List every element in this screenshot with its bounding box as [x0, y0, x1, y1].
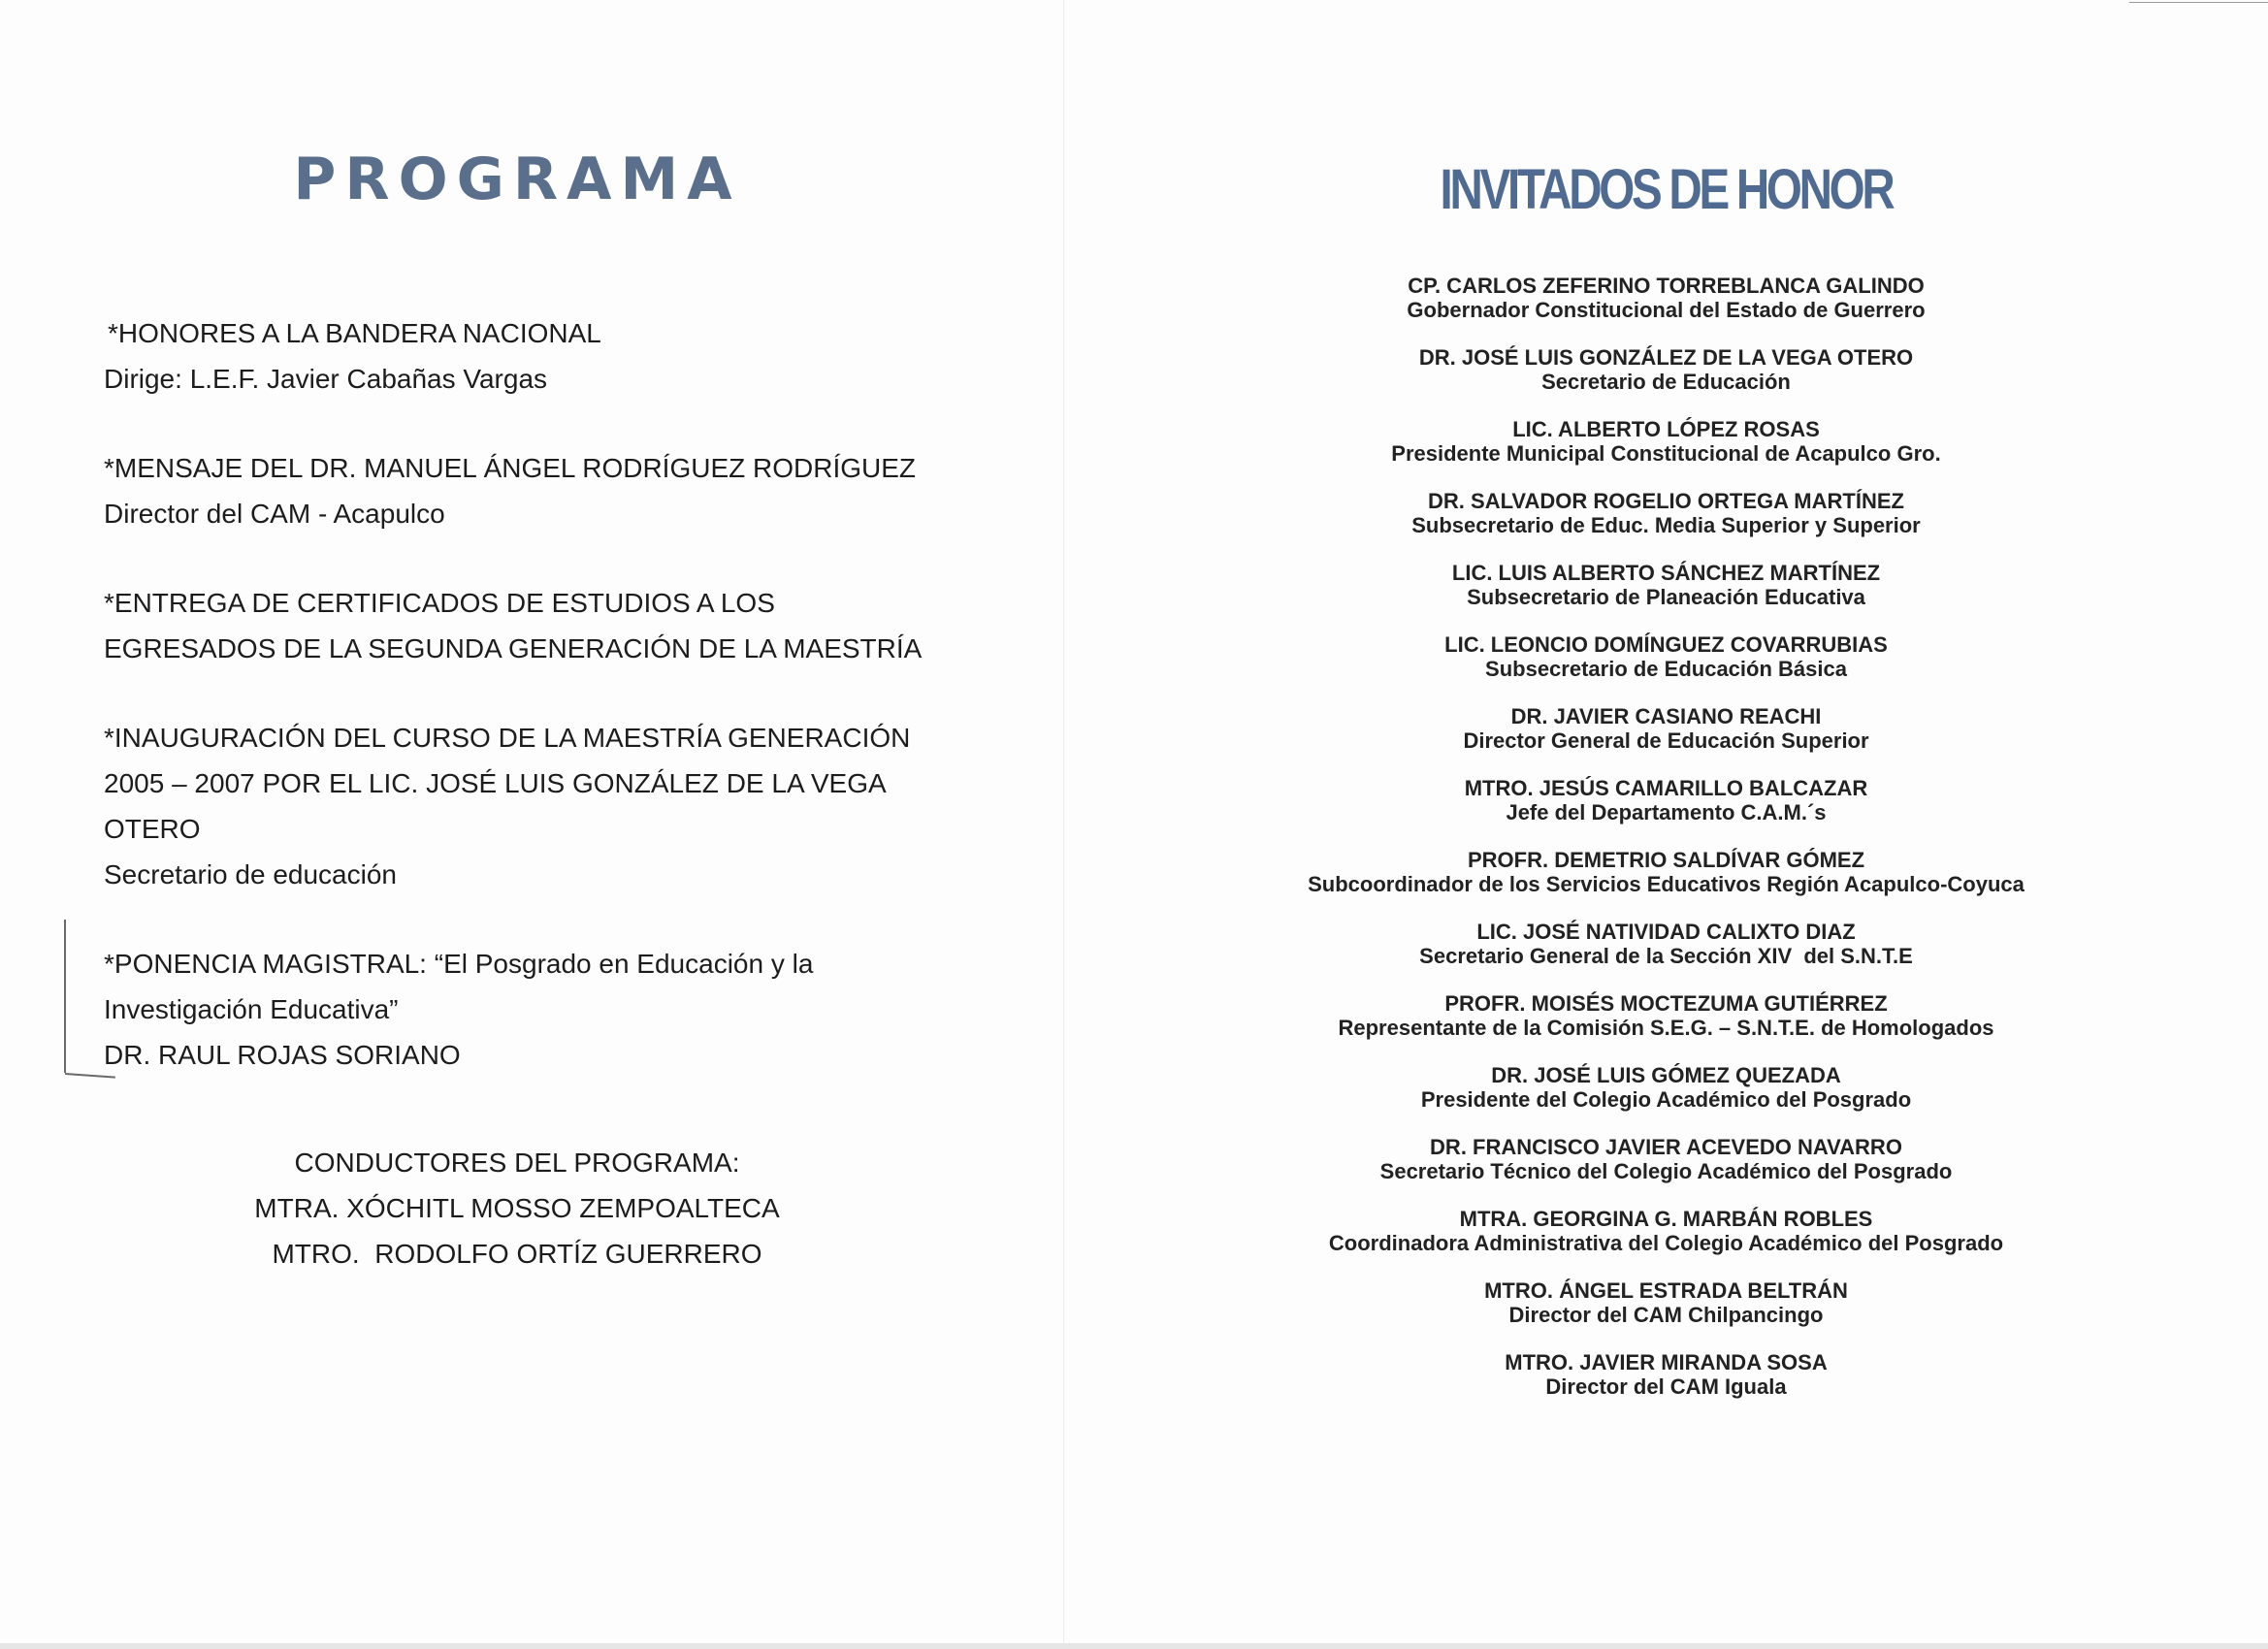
guest-name: DR. SALVADOR ROGELIO ORTEGA MARTÍNEZ: [1428, 489, 1904, 513]
guest-role: Presidente Municipal Constitucional de Acapulco Gro.: [1391, 441, 1941, 466]
guest-entry: [1064, 1063, 2268, 1112]
guest-name: DR. JOSÉ LUIS GÓMEZ QUEZADA: [1491, 1063, 1841, 1087]
guest-role: Subcoordinador de los Servicios Educativos Región Acapulco-Coyuca: [1308, 872, 2025, 896]
program-item-line: OTERO: [104, 814, 201, 844]
guest-name: PROFR. DEMETRIO SALDÍVAR GÓMEZ: [1467, 848, 1865, 872]
guest-name: MTRO. JAVIER MIRANDA SOSA: [1505, 1350, 1828, 1374]
conductors-heading: CONDUCTORES DEL PROGRAMA:: [294, 1148, 740, 1178]
guest-entry: [1064, 1350, 2268, 1399]
guest-entry: [1064, 776, 2268, 824]
guest-entry: [1064, 991, 2268, 1040]
invitados-title: INVITADOS DE HONOR: [1440, 158, 1893, 221]
program-item-ponencia: [104, 941, 977, 1078]
program-item-honores: [104, 310, 977, 402]
program-item-line: *INAUGURACIÓN DEL CURSO DE LA MAESTRÍA GENERACIÓN: [104, 723, 911, 753]
guest-role: Secretario General de la Sección XIV del S.N.T.E: [1419, 944, 1913, 968]
guest-entry: [1064, 848, 2268, 896]
guest-name: LIC. ALBERTO LÓPEZ ROSAS: [1512, 417, 1820, 441]
guest-role: Director del CAM Iguala: [1545, 1374, 1787, 1399]
guest-role: Subsecretario de Planeación Educativa: [1467, 585, 1865, 609]
program-item-line: Secretario de educación: [104, 859, 397, 889]
guest-entry: [1064, 704, 2268, 753]
guest-role: Subsecretario de Educación Básica: [1485, 657, 1847, 681]
program-item-mensaje: [104, 445, 977, 536]
guest-entry: [1064, 561, 2268, 609]
guest-role: Representante de la Comisión S.E.G. – S.N.T.E. de Homologados: [1338, 1016, 1994, 1040]
guest-role: Presidente del Colegio Académico del Posgrado: [1420, 1087, 1912, 1112]
guest-name: LIC. LEONCIO DOMÍNGUEZ COVARRUBIAS: [1444, 632, 1888, 657]
program-item-line: Dirige: L.E.F. Javier Cabañas Vargas: [104, 364, 548, 394]
guest-entry: [1064, 1135, 2268, 1183]
program-item-line: *PONENCIA MAGISTRAL: “El Posgrado en Educación y la: [104, 949, 814, 979]
guest-name: DR. FRANCISCO JAVIER ACEVEDO NAVARRO: [1430, 1135, 1902, 1159]
handwritten-bracket-mark: [64, 920, 66, 1073]
program-item-line: EGRESADOS DE LA SEGUNDA GENERACIÓN DE LA MAESTRÍA: [104, 633, 923, 663]
invitados-page: [1064, 0, 2268, 1649]
conductor-name: MTRA. XÓCHITL MOSSO ZEMPOALTECA: [254, 1193, 780, 1223]
guest-entry: [1064, 1207, 2268, 1255]
guest-entry: [1064, 632, 2268, 681]
guest-role: Subsecretario de Educ. Media Superior y Superior: [1411, 513, 1921, 537]
program-item-line: 2005 – 2007 POR EL LIC. JOSÉ LUIS GONZÁLEZ DE LA VEGA: [104, 768, 887, 798]
guest-name: MTRA. GEORGINA G. MARBÁN ROBLES: [1459, 1207, 1873, 1231]
guest-role: Secretario de Educación: [1541, 370, 1791, 394]
guest-name: CP. CARLOS ZEFERINO TORREBLANCA GALINDO: [1408, 274, 1925, 298]
conductor-name: MTRO. RODOLFO ORTÍZ GUERRERO: [272, 1239, 762, 1269]
programa-title: PROGRAMA: [293, 146, 741, 213]
program-item-inauguracion: [104, 715, 977, 897]
guest-entry: [1064, 1278, 2268, 1327]
guest-role: Director del CAM Chilpancingo: [1508, 1303, 1824, 1327]
guest-role: Gobernador Constitucional del Estado de Guerrero: [1407, 298, 1926, 322]
program-items: [104, 310, 977, 1121]
guest-name: MTRO. ÁNGEL ESTRADA BELTRÁN: [1484, 1278, 1848, 1303]
guest-entry: [1064, 489, 2268, 537]
guest-name: PROFR. MOISÉS MOCTEZUMA GUTIÉRREZ: [1444, 991, 1888, 1016]
guest-entry: [1064, 920, 2268, 968]
programa-page: [0, 0, 1064, 1649]
guest-name: MTRO. JESÚS CAMARILLO BALCAZAR: [1464, 776, 1868, 800]
program-item-line: *ENTREGA DE CERTIFICADOS DE ESTUDIOS A LOS: [104, 588, 775, 618]
program-item-line: Investigación Educativa”: [104, 994, 399, 1024]
guest-name: LIC. JOSÉ NATIVIDAD CALIXTO DIAZ: [1476, 920, 1856, 944]
guest-role: Director General de Educación Superior: [1463, 728, 1869, 753]
guest-name: DR. JAVIER CASIANO REACHI: [1510, 704, 1822, 728]
guest-entry: [1064, 274, 2268, 322]
guest-entry: [1064, 345, 2268, 394]
guest-list: [1064, 274, 2268, 1422]
program-item-line: *MENSAJE DEL DR. MANUEL ÁNGEL RODRÍGUEZ RODRÍGUEZ: [104, 453, 917, 483]
guest-role: Coordinadora Administrativa del Colegio Académico del Posgrado: [1328, 1231, 2004, 1255]
program-conductors: [0, 1140, 1034, 1277]
guest-name: DR. JOSÉ LUIS GONZÁLEZ DE LA VEGA OTERO: [1418, 345, 1914, 370]
guest-role: Secretario Técnico del Colegio Académico del Posgrado: [1379, 1159, 1953, 1183]
guest-role: Jefe del Departamento C.A.M.´s: [1506, 800, 1827, 824]
guest-entry: [1064, 417, 2268, 466]
program-item-line: DR. RAUL ROJAS SORIANO: [104, 1040, 461, 1070]
program-item-line: *HONORES A LA BANDERA NACIONAL: [108, 318, 601, 348]
program-item-certificados: [104, 580, 977, 671]
scan-bottom-edge: [0, 1643, 2268, 1649]
guest-name: LIC. LUIS ALBERTO SÁNCHEZ MARTÍNEZ: [1451, 561, 1881, 585]
program-item-line: Director del CAM - Acapulco: [104, 499, 445, 529]
